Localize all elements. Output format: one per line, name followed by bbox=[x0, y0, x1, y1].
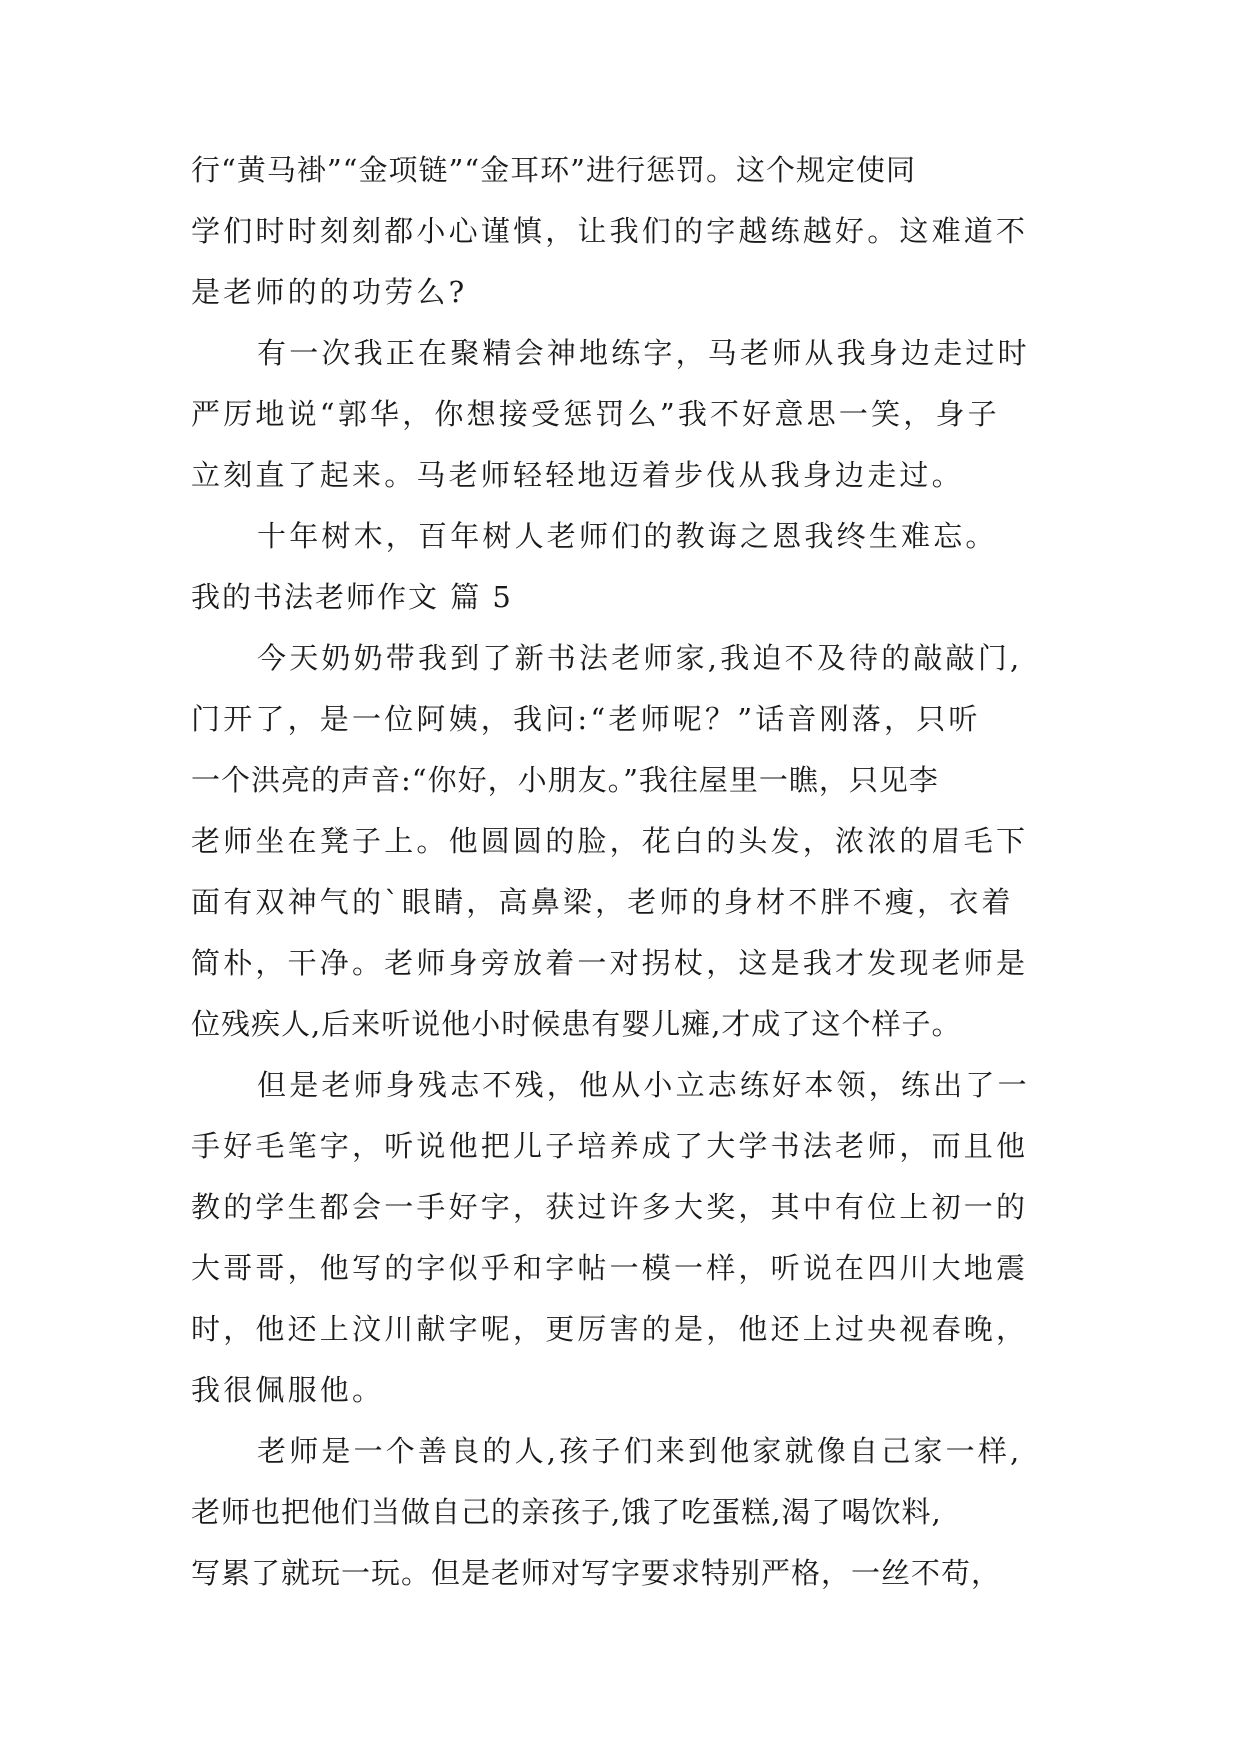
text-line: 老师是一个善良的人,孩子们来到他家就像自己家一样, bbox=[257, 1434, 1023, 1468]
text-line: 手好毛笔字，听说他把儿子培养成了大学书法老师，而且他 bbox=[191, 1129, 1029, 1163]
text-line: 教的学生都会一手好字，获过许多大奖，其中有位上初一的 bbox=[191, 1190, 1029, 1224]
text-line: 大哥哥，他写的字似乎和字帖一模一样，听说在四川大地震 bbox=[191, 1251, 1029, 1285]
text-line: 但是老师身残志不残，他从小立志练好本领，练出了一 bbox=[257, 1068, 1030, 1102]
section-title: 我的书法老师作文 篇 5 bbox=[191, 580, 513, 614]
text-line: 老师也把他们当做自己的亲孩子,饿了吃蛋糕,渴了喝饮料, bbox=[191, 1495, 942, 1529]
text-line: 行“黄马褂”“金项链”“金耳环”进行惩罚。这个规定使同 bbox=[191, 153, 916, 187]
text-line: 今天奶奶带我到了新书法老师家,我迫不及待的敲敲门, bbox=[257, 641, 1023, 675]
text-line: 是老师的的功劳么? bbox=[191, 275, 468, 309]
text-line: 写累了就玩一玩。但是老师对写字要求特别严格，一丝不苟， bbox=[191, 1556, 1002, 1590]
text-line: 时，他还上汶川献字呢，更厉害的是，他还上过央视春晚， bbox=[191, 1312, 1029, 1346]
text-line: 位残疾人,后来听说他小时候患有婴儿瘫,才成了这个样子。 bbox=[191, 1007, 962, 1041]
text-line: 一个洪亮的声音:“你好，小朋友。”我往屋里一瞧，只见李 bbox=[191, 763, 939, 797]
text-line: 十年树木，百年树人老师们的教诲之恩我终生难忘。 bbox=[257, 519, 998, 553]
text-line: 我很佩服他。 bbox=[191, 1373, 385, 1407]
text-line: 面有双神气的`眼睛，高鼻梁，老师的身材不胖不瘦，衣着 bbox=[191, 885, 1014, 919]
text-line: 学们时时刻刻都小心谨慎，让我们的字越练越好。这难道不 bbox=[191, 214, 1029, 248]
text-line: 有一次我正在聚精会神地练字，马老师从我身边走过时 bbox=[257, 336, 1030, 370]
text-line: 老师坐在凳子上。他圆圆的脸，花白的头发，浓浓的眉毛下 bbox=[191, 824, 1029, 858]
text-line: 立刻直了起来。马老师轻轻地迈着步伐从我身边走过。 bbox=[191, 458, 964, 492]
text-line: 严厉地说“郭华，你想接受惩罚么”我不好意思一笑，身子 bbox=[191, 397, 1000, 431]
text-line: 简朴，干净。老师身旁放着一对拐杖，这是我才发现老师是 bbox=[191, 946, 1029, 980]
text-line: 门开了，是一位阿姨，我问:“老师呢？”话音刚落，只听 bbox=[191, 702, 981, 736]
essay-text bbox=[191, 140, 1061, 1604]
